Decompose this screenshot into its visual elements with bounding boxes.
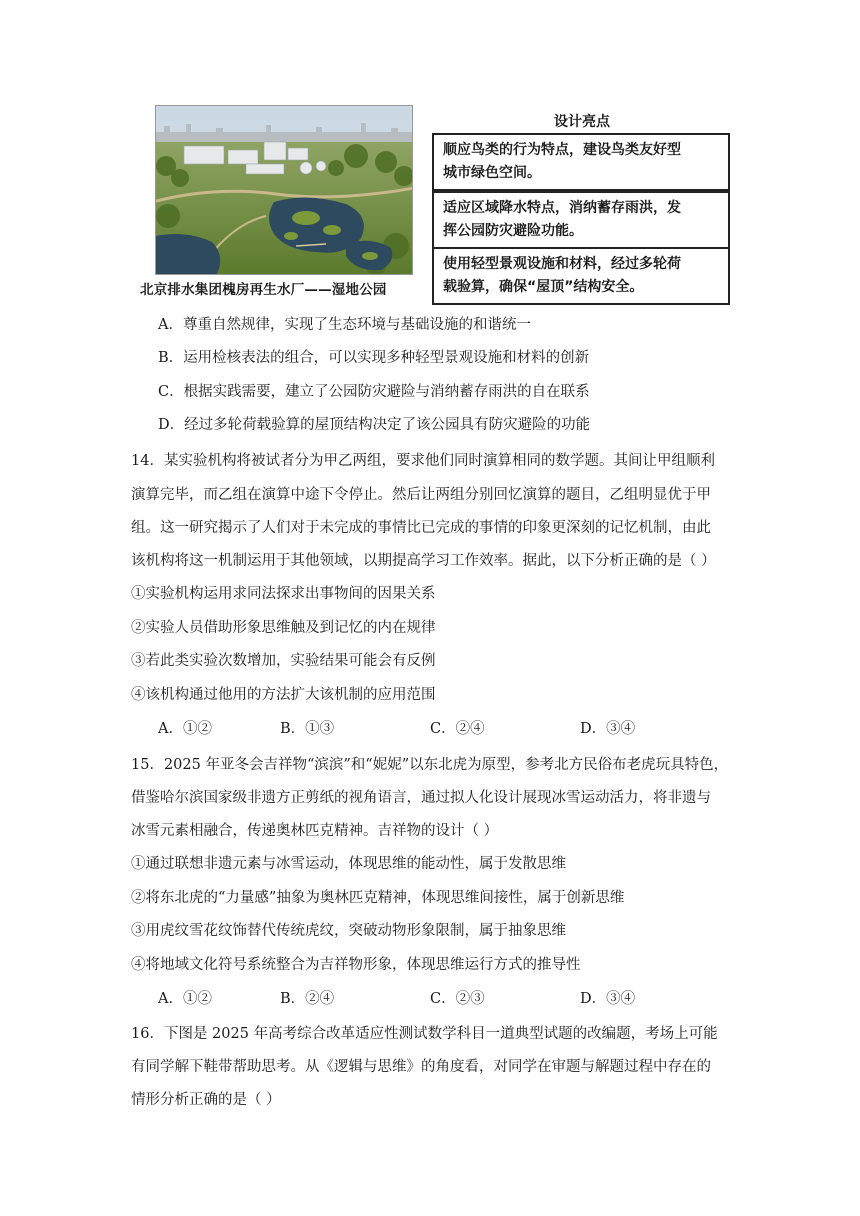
design-highlights-title: 设计亮点	[554, 114, 610, 130]
q15-choice-d: D．③④	[580, 991, 636, 1007]
q13-option-d: D．经过多轮荷载验算的屋顶结构决定了该公园具有防灾避险的功能	[158, 417, 591, 433]
q15-item-3: ③用虎纹雪花纹饰替代传统虎纹，突破动物形象限制，属于抽象思维	[131, 923, 566, 939]
q15-choice-c: C．②③	[430, 991, 485, 1007]
q13-option-a: A．尊重自然规律，实现了生态环境与基础设施的和谐统一	[158, 317, 531, 333]
q15-stem-line-1: 15．2025 年亚冬会吉祥物“滨滨”和“妮妮”以东北虎为原型，参考北方民俗布老虎玩具特色，	[131, 757, 729, 773]
q15-choice-b: B．②④	[280, 991, 335, 1007]
wetland-park-photo	[155, 105, 413, 275]
q15-stem-line-2: 借鉴哈尔滨国家级非遗方正剪纸的视角语言，通过拟人化设计展现冰雪运动活力，将非遗与	[131, 790, 711, 806]
design-box-1-line-2: 城市绿色空间。	[443, 165, 541, 181]
q14-choice-a: A．①②	[158, 721, 212, 737]
q14-choice-c: C．②④	[430, 721, 485, 737]
design-box-2-line-1: 适应区域降水特点，消纳蓄存雨洪，发	[443, 200, 681, 216]
q14-choice-d: D．③④	[580, 721, 636, 737]
design-box-3-line-1: 使用轻型景观设施和材料，经过多轮荷	[443, 256, 681, 272]
q14-choice-b: B．①③	[280, 721, 335, 737]
q15-stem-line-3: 冰雪元素相融合，传递奥林匹克精神。吉祥物的设计（ ）	[131, 823, 499, 839]
q13-option-c: C．根据实践需要，建立了公园防灾避险与消纳蓄存雨洪的自在联系	[158, 384, 590, 400]
q13-option-b: B．运用检核表法的组合，可以实现多种轻型景观设施和材料的创新	[158, 350, 590, 366]
q14-item-3: ③若此类实验次数增加，实验结果可能会有反例	[131, 653, 436, 669]
q16-stem-line-3: 情形分析正确的是（ ）	[131, 1092, 281, 1108]
q14-stem-line-3: 组。这一研究揭示了人们对于未完成的事情比已完成的事情的印象更深刻的记忆机制，由此	[131, 520, 711, 536]
q14-item-2: ②实验人员借助形象思维触及到记忆的内在规律	[131, 620, 436, 636]
design-box-2	[432, 191, 730, 249]
q14-stem-line-2: 演算完毕，而乙组在演算中途下令停止。然后让两组分别回忆演算的题目，乙组明显优于甲	[131, 487, 711, 503]
design-box-1	[432, 133, 730, 191]
design-box-2-line-2: 挥公园防灾避险功能。	[443, 223, 583, 239]
q14-item-1: ①实验机构运用求同法探求出事物间的因果关系	[131, 586, 436, 602]
q14-stem-line-4: 该机构将这一机制运用于其他领域，以期提高学习工作效率。据此，以下分析正确的是（ ）	[131, 553, 716, 569]
q15-choice-a: A．①②	[158, 991, 212, 1007]
q15-item-1: ①通过联想非遗元素与冰雪运动，体现思维的能动性，属于发散思维	[131, 856, 566, 872]
q16-stem-line-1: 16．下图是 2025 年高考综合改革适应性测试数学科目一道典型试题的改编题，考场上可能	[131, 1026, 718, 1042]
photo-caption: 北京排水集团槐房再生水厂——湿地公园	[140, 282, 387, 298]
q16-stem-line-2: 有同学解下鞋带帮助思考。从《逻辑与思维》的角度看，对同学在审题与解题过程中存在的	[131, 1059, 711, 1075]
design-box-3	[432, 247, 730, 305]
q15-item-4: ④将地域文化符号系统整合为吉祥物形象，体现思维运行方式的推导性	[131, 957, 581, 973]
q14-stem-line-1: 14．某实验机构将被试者分为甲乙两组，要求他们同时演算相同的数学题。其间让甲组顺利	[131, 453, 715, 469]
design-box-3-line-2: 载验算，确保“屋顶”结构安全。	[443, 279, 644, 295]
q15-item-2: ②将东北虎的“力量感”抽象为奥林匹克精神，体现思维间接性，属于创新思维	[131, 890, 625, 906]
design-box-1-line-1: 顺应鸟类的行为特点，建设鸟类友好型	[443, 142, 681, 158]
q14-item-4: ④该机构通过他用的方法扩大该机制的应用范围	[131, 687, 436, 703]
